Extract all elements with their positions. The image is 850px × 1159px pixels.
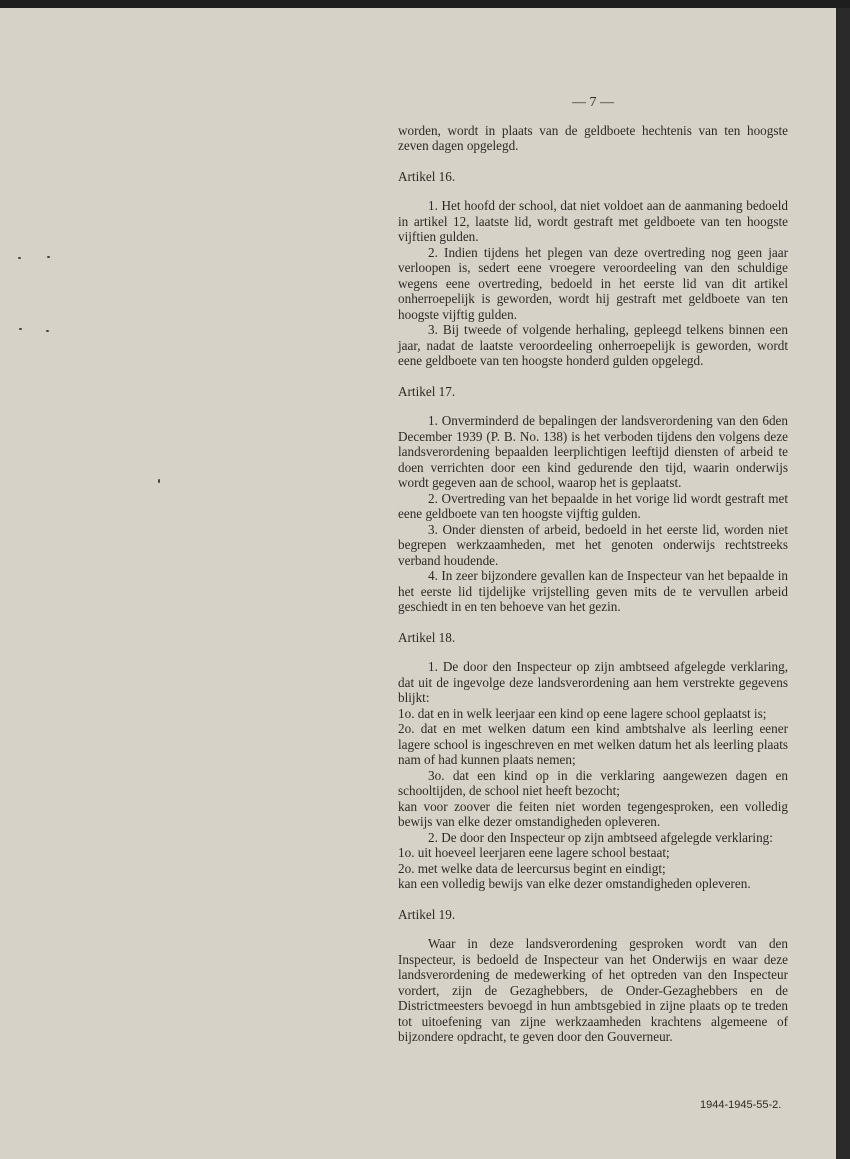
scan-edge <box>836 8 850 1159</box>
article-heading: Artikel 17. <box>398 383 456 399</box>
paragraph: 2o. dat en met welken datum een kind ambtshalve als leerling eener lagere school is ingeschreven en met welken datum het als leerling plaats nam of had kunnen plaats nemen; <box>398 721 788 767</box>
paragraph: worden, wordt in plaats van de geldboete hechtenis van ten hoogste zeven dagen opgelegd. <box>398 122 788 153</box>
paragraph: 3o. dat een kind op in die verklaring aangewezen dagen en schooltijden, de school niet heeft bezocht; <box>398 767 788 798</box>
paragraph: Waar in deze landsverordening gesproken wordt van den Inspecteur, is bedoeld de Inspecteur van het Onderwijs en waar deze landsverordening de medewerking of het optreden van den Inspecteur vordert, zijn de Gezaghebbers, de Onder-Gezaghebbers en de Districtmeesters bevoegd in hun ambtsgebied in zijne plaats op te treden tot uitoefening van zijne werkzaamheden krachtens algemeene of bijzondere opdracht, te geven door den Gouverneur. <box>398 936 788 1044</box>
article-heading: Artikel 16. <box>398 168 456 184</box>
paragraph: 2. Indien tijdens het plegen van deze overtreding nog geen jaar verloopen is, sedert eene vroegere veroordeeling van den schuldige wegens eene overtreding, bedoeld in het eerste lid van dit artikel onherroepelijk is geworden, wordt hij gestraft met geldboete van ten hoogste vijftig gulden. <box>398 244 788 322</box>
article-heading: Artikel 19. <box>398 906 456 922</box>
scan-speck <box>19 328 22 330</box>
paragraph: 3. Onder diensten of arbeid, bedoeld in het eerste lid, worden niet begrepen werkzaamheden, met het genoten onderwijs rechtstreeks verband houdende. <box>398 521 788 568</box>
page-number: — 7 — <box>572 95 614 110</box>
paragraph: kan voor zoover die feiten niet worden tegengesproken, een volledig bewijs van elke dezer omstandigheden opleveren. <box>398 798 788 829</box>
footer-code: 1944-1945-55-2. <box>700 1099 782 1111</box>
paragraph: 2. De door den Inspecteur op zijn ambtseed afgelegde verklaring: <box>428 829 773 845</box>
paragraph: 3. Bij tweede of volgende herhaling, gepleegd telkens binnen een jaar, nadat de laatste veroordeeling onherroepelijk is geworden, wordt eene geldboete van ten hoogste honderd gulden opgelegd. <box>398 322 788 368</box>
paragraph: kan een volledig bewijs van elke dezer omstandigheden opleveren. <box>398 876 751 891</box>
scan-speck <box>46 330 49 332</box>
paragraph: 1. Onverminderd de bepalingen der landsverordening van den 6den December 1939 (P. B. No. 138) is het verboden tijdens den volgens deze landsverordening bepaalden leerplichtigen leeftijd diensten of arbeid te doen verrichten door een kind gedurende den tijd, waarin onderwijs wordt gegeven aan de school, waarop het is geplaatst. <box>398 413 788 490</box>
paragraph: 4. In zeer bijzondere gevallen kan de Inspecteur van het bepaalde in het eerste lid tijdelijke vrijstelling geven mits de te vervullen arbeid geschiedt in en ten behoeve van het gezin. <box>398 568 788 614</box>
paragraph: 2o. met welke data de leercursus begint en eindigt; <box>398 860 666 876</box>
scan-speck <box>47 256 50 258</box>
paragraph: 1o. uit hoeveel leerjaren eene lagere school bestaat; <box>398 845 670 860</box>
article-heading: Artikel 18. <box>398 629 456 645</box>
paragraph: 1. Het hoofd der school, dat niet voldoet aan de aanmaning bedoeld in artikel 12, laatste lid, wordt gestraft met geldboete van ten hoogste vijftien gulden. <box>398 198 788 244</box>
paragraph: 2. Overtreding van het bepaalde in het vorige lid wordt gestraft met eene geldboete van ten hoogste vijftig gulden. <box>398 490 788 521</box>
scan-speck <box>158 479 160 483</box>
paragraph: 1o. dat en in welk leerjaar een kind op eene lagere school geplaatst is; <box>398 705 767 721</box>
scan-speck <box>18 257 21 259</box>
text-column <box>398 95 788 1045</box>
paragraph: 1. De door den Inspecteur op zijn ambtseed afgelegde verklaring, dat uit de ingevolge deze landsverordening aan hem verstrekte gegevens blijkt: <box>398 659 788 705</box>
